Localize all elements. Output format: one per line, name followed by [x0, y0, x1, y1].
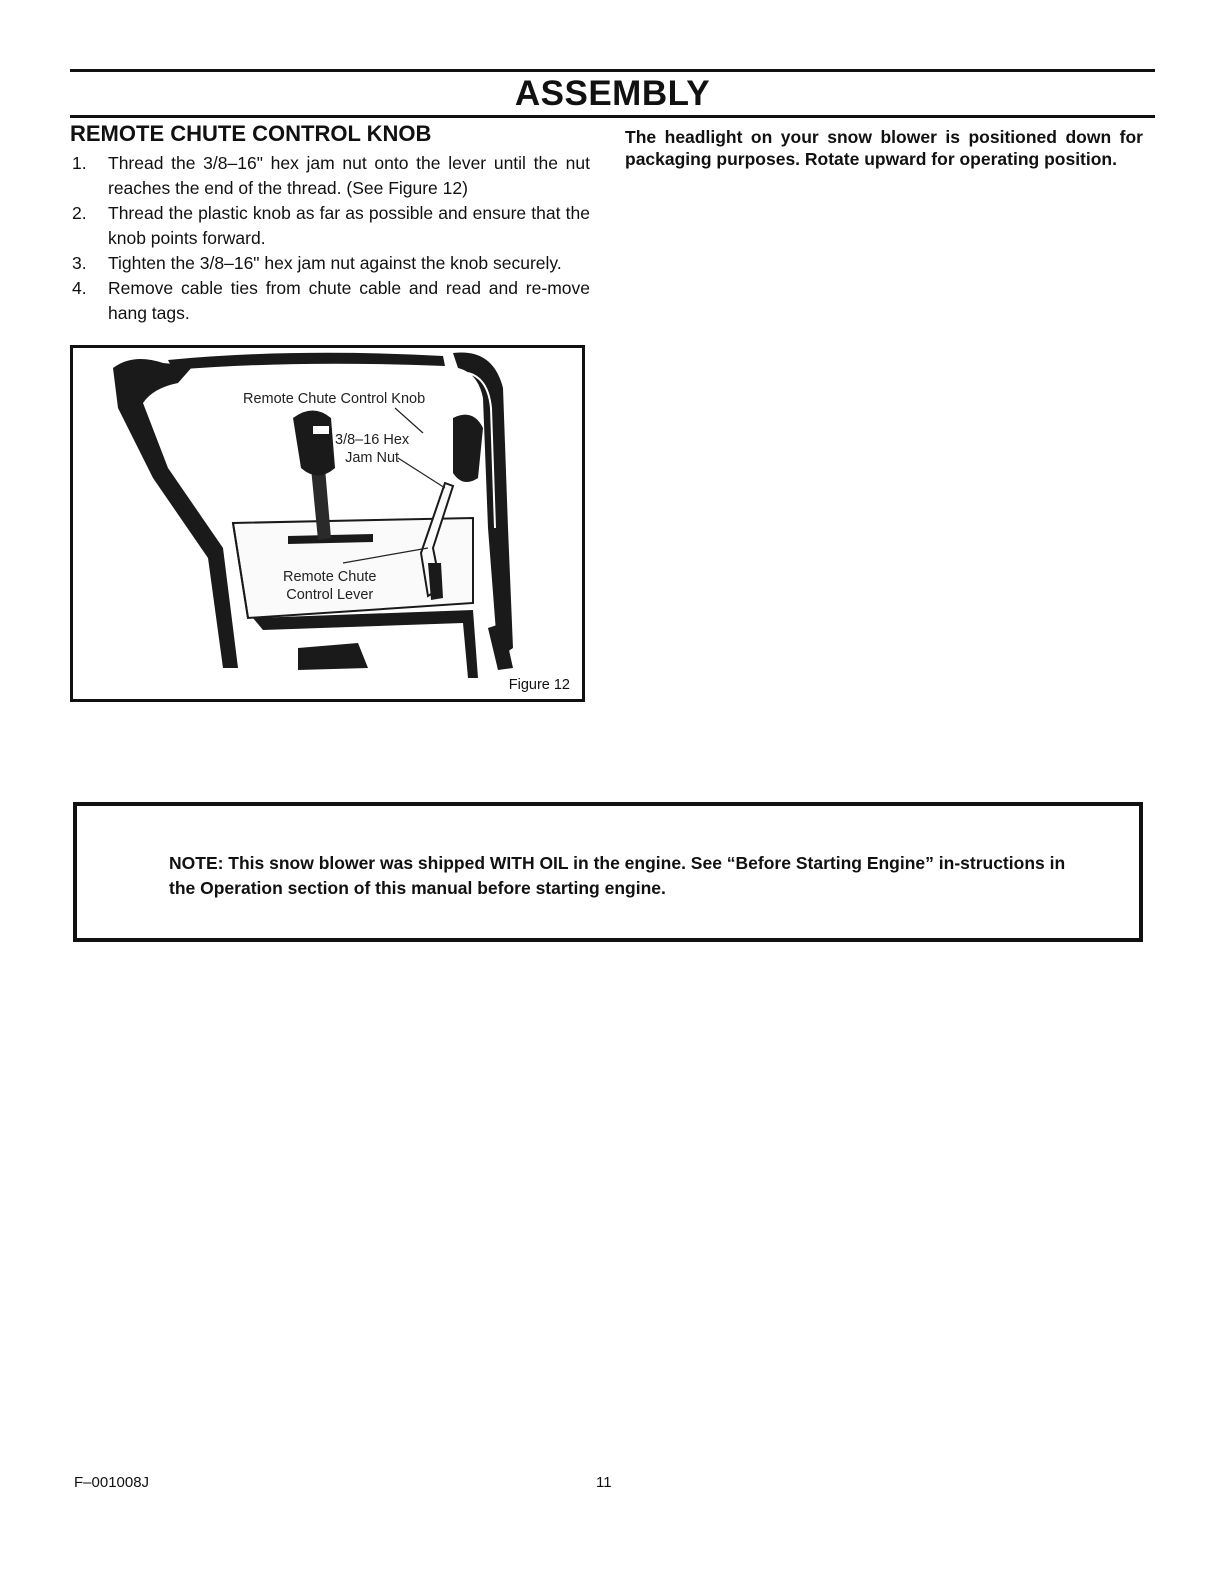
assembly-steps — [70, 151, 590, 326]
label-remote-chute-control-knob: Remote Chute Control Knob — [243, 391, 426, 407]
step-item — [70, 251, 590, 276]
step-item — [70, 151, 590, 201]
step-text: Remove cable ties from chute cable and read and re-move hang tags. — [108, 278, 590, 323]
label-lever-line2: Control Lever — [286, 587, 374, 603]
header-rule-bottom — [70, 115, 1155, 118]
figure-12 — [70, 345, 585, 702]
label-hex-line1: 3/8–16 Hex — [335, 432, 410, 448]
step-number: 3. — [72, 253, 87, 273]
headlight-note: The headlight on your snow blower is positioned down for packaging purposes. Rotate upward for operating position. — [625, 127, 1143, 169]
label-hex-line2: Jam Nut — [345, 450, 400, 466]
step-number: 1. — [72, 153, 87, 173]
page-number: 11 — [596, 1474, 612, 1491]
footer-document-code: F–001008J — [74, 1474, 150, 1491]
oil-note-text: NOTE: This snow blower was shipped WITH OIL in the engine. See “Before Starting Engine” in-structions in the Operation section of this manual before starting engine. — [169, 853, 1066, 898]
figure-caption: Figure 12 — [508, 677, 570, 693]
header-rule-top — [70, 69, 1155, 72]
label-hex-jam-nut — [335, 431, 409, 467]
label-remote-chute-control-lever — [283, 568, 377, 604]
step-item — [70, 201, 590, 251]
step-number: 2. — [72, 203, 87, 223]
oil-note-box — [73, 802, 1143, 942]
step-text: Thread the plastic knob as far as possible and ensure that the knob points forward. — [108, 203, 590, 248]
section-heading: REMOTE CHUTE CONTROL KNOB — [70, 121, 432, 146]
step-text: Thread the 3/8–16" hex jam nut onto the lever until the nut reaches the end of the thread. (See Figure 12) — [108, 153, 590, 198]
page-title: ASSEMBLY — [514, 74, 711, 113]
label-lever-line1: Remote Chute — [283, 569, 377, 585]
left-column — [70, 121, 590, 326]
step-number: 4. — [72, 278, 87, 298]
step-item — [70, 276, 590, 326]
step-text: Tighten the 3/8–16" hex jam nut against the knob securely. — [108, 253, 562, 273]
